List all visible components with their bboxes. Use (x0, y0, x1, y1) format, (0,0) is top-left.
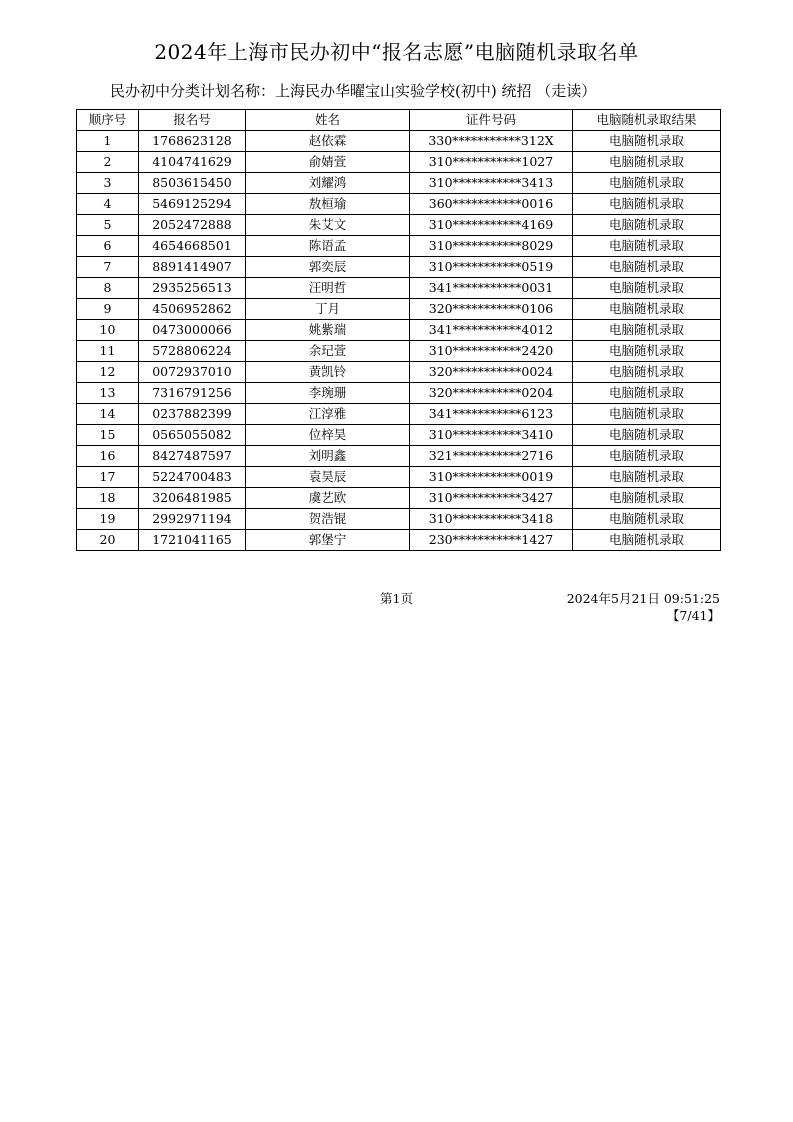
cell-name: 刘明鑫 (246, 446, 410, 467)
page-number: 第1页 (380, 591, 413, 606)
cell-registration-number: 2992971194 (139, 509, 246, 530)
admission-table (76, 109, 721, 551)
cell-id-number: 310***********4169 (410, 215, 573, 236)
cell-sequence: 5 (77, 215, 139, 236)
cell-name: 虞艺欧 (246, 488, 410, 509)
table-row (77, 320, 721, 341)
cell-name: 位梓昊 (246, 425, 410, 446)
cell-sequence: 19 (77, 509, 139, 530)
cell-sequence: 20 (77, 530, 139, 551)
cell-id-number: 310***********3410 (410, 425, 573, 446)
cell-sequence: 10 (77, 320, 139, 341)
cell-name: 黄凯铃 (246, 362, 410, 383)
cell-id-number: 320***********0204 (410, 383, 573, 404)
header-sequence: 顺序号 (77, 110, 139, 131)
table-row (77, 278, 721, 299)
table-row (77, 194, 721, 215)
cell-sequence: 17 (77, 467, 139, 488)
table-row (77, 215, 721, 236)
cell-name: 郭奕辰 (246, 257, 410, 278)
cell-id-number: 341***********0031 (410, 278, 573, 299)
cell-sequence: 14 (77, 404, 139, 425)
table-row (77, 425, 721, 446)
table-row (77, 530, 721, 551)
table-row (77, 173, 721, 194)
cell-registration-number: 3206481985 (139, 488, 246, 509)
header-admission-result: 电脑随机录取结果 (573, 110, 721, 131)
cell-sequence: 2 (77, 152, 139, 173)
cell-id-number: 310***********2420 (410, 341, 573, 362)
cell-registration-number: 8891414907 (139, 257, 246, 278)
cell-registration-number: 2052472888 (139, 215, 246, 236)
cell-registration-number: 1768623128 (139, 131, 246, 152)
cell-registration-number: 5728806224 (139, 341, 246, 362)
cell-registration-number: 2935256513 (139, 278, 246, 299)
cell-id-number: 230***********1427 (410, 530, 573, 551)
page-title: 2024年上海市民办初中“报名志愿”电脑随机录取名单 (154, 40, 639, 64)
cell-admission-result: 电脑随机录取 (573, 530, 721, 551)
cell-name: 李琬珊 (246, 383, 410, 404)
cell-admission-result: 电脑随机录取 (573, 257, 721, 278)
table-row (77, 446, 721, 467)
cell-sequence: 8 (77, 278, 139, 299)
table-row (77, 257, 721, 278)
page-count: 【7/41】 (666, 608, 720, 623)
cell-admission-result: 电脑随机录取 (573, 446, 721, 467)
table-row (77, 488, 721, 509)
cell-sequence: 6 (77, 236, 139, 257)
cell-admission-result: 电脑随机录取 (573, 467, 721, 488)
cell-id-number: 310***********0019 (410, 467, 573, 488)
cell-id-number: 320***********0024 (410, 362, 573, 383)
cell-id-number: 330***********312X (410, 131, 573, 152)
cell-registration-number: 5224700483 (139, 467, 246, 488)
cell-admission-result: 电脑随机录取 (573, 215, 721, 236)
cell-sequence: 1 (77, 131, 139, 152)
cell-admission-result: 电脑随机录取 (573, 152, 721, 173)
cell-sequence: 9 (77, 299, 139, 320)
cell-registration-number: 4506952862 (139, 299, 246, 320)
cell-admission-result: 电脑随机录取 (573, 341, 721, 362)
table-row (77, 236, 721, 257)
cell-id-number: 310***********3413 (410, 173, 573, 194)
cell-name: 贺浩锟 (246, 509, 410, 530)
table-row (77, 131, 721, 152)
cell-id-number: 310***********8029 (410, 236, 573, 257)
cell-name: 汪明哲 (246, 278, 410, 299)
cell-admission-result: 电脑随机录取 (573, 278, 721, 299)
cell-registration-number: 8503615450 (139, 173, 246, 194)
cell-registration-number: 0473000066 (139, 320, 246, 341)
header-id-number: 证件号码 (410, 110, 573, 131)
cell-name: 江淳雅 (246, 404, 410, 425)
plan-name-subtitle: 民办初中分类计划名称：上海民办华曜宝山实验学校(初中) 统招 （走读） (110, 82, 597, 100)
cell-name: 敖桓瑜 (246, 194, 410, 215)
cell-id-number: 310***********0519 (410, 257, 573, 278)
cell-name: 俞婧萱 (246, 152, 410, 173)
cell-sequence: 15 (77, 425, 139, 446)
table-row (77, 467, 721, 488)
cell-sequence: 16 (77, 446, 139, 467)
cell-admission-result: 电脑随机录取 (573, 383, 721, 404)
table-row (77, 341, 721, 362)
cell-admission-result: 电脑随机录取 (573, 194, 721, 215)
cell-name: 赵依霖 (246, 131, 410, 152)
cell-id-number: 310***********1027 (410, 152, 573, 173)
header-name: 姓名 (246, 110, 410, 131)
cell-sequence: 13 (77, 383, 139, 404)
cell-sequence: 4 (77, 194, 139, 215)
cell-admission-result: 电脑随机录取 (573, 425, 721, 446)
cell-name: 郭堡宁 (246, 530, 410, 551)
table-row (77, 299, 721, 320)
cell-id-number: 320***********0106 (410, 299, 573, 320)
cell-admission-result: 电脑随机录取 (573, 488, 721, 509)
cell-registration-number: 4104741629 (139, 152, 246, 173)
cell-name: 丁月 (246, 299, 410, 320)
cell-sequence: 18 (77, 488, 139, 509)
table-row (77, 152, 721, 173)
table-body (77, 131, 721, 551)
cell-registration-number: 0072937010 (139, 362, 246, 383)
cell-registration-number: 7316791256 (139, 383, 246, 404)
cell-sequence: 11 (77, 341, 139, 362)
cell-admission-result: 电脑随机录取 (573, 299, 721, 320)
cell-sequence: 7 (77, 257, 139, 278)
cell-id-number: 310***********3427 (410, 488, 573, 509)
cell-admission-result: 电脑随机录取 (573, 173, 721, 194)
cell-name: 姚紫瑞 (246, 320, 410, 341)
cell-name: 余玘萱 (246, 341, 410, 362)
table-row (77, 509, 721, 530)
cell-registration-number: 8427487597 (139, 446, 246, 467)
header-registration-number: 报名号 (139, 110, 246, 131)
cell-id-number: 310***********3418 (410, 509, 573, 530)
cell-name: 刘耀鸿 (246, 173, 410, 194)
cell-admission-result: 电脑随机录取 (573, 320, 721, 341)
cell-id-number: 360***********0016 (410, 194, 573, 215)
cell-admission-result: 电脑随机录取 (573, 362, 721, 383)
cell-sequence: 12 (77, 362, 139, 383)
cell-sequence: 3 (77, 173, 139, 194)
cell-admission-result: 电脑随机录取 (573, 509, 721, 530)
cell-registration-number: 1721041165 (139, 530, 246, 551)
cell-registration-number: 4654668501 (139, 236, 246, 257)
cell-name: 陈语孟 (246, 236, 410, 257)
print-timestamp: 2024年5月21日 09:51:25 (566, 591, 720, 606)
cell-registration-number: 0565055082 (139, 425, 246, 446)
cell-admission-result: 电脑随机录取 (573, 131, 721, 152)
table-row (77, 383, 721, 404)
cell-id-number: 341***********4012 (410, 320, 573, 341)
table-row (77, 362, 721, 383)
cell-id-number: 321***********2716 (410, 446, 573, 467)
cell-registration-number: 0237882399 (139, 404, 246, 425)
cell-name: 朱艾文 (246, 215, 410, 236)
cell-admission-result: 电脑随机录取 (573, 404, 721, 425)
cell-id-number: 341***********6123 (410, 404, 573, 425)
cell-admission-result: 电脑随机录取 (573, 236, 721, 257)
cell-name: 袁昊辰 (246, 467, 410, 488)
cell-registration-number: 5469125294 (139, 194, 246, 215)
table-header-row (77, 110, 721, 131)
table-row (77, 404, 721, 425)
